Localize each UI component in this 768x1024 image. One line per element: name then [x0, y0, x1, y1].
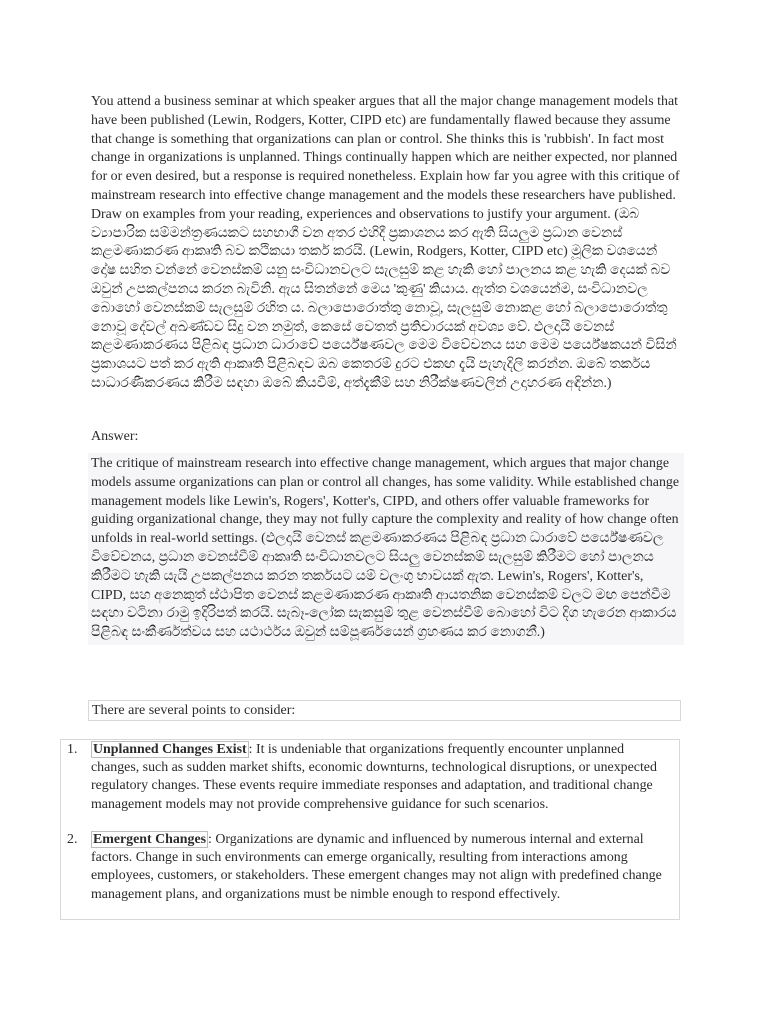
question-paragraph: You attend a business seminar at which speaker argues that all the major change management models that have been published (Lewin, Rodgers, Kotter, CIPD etc) are fundamentally flawed because they assume that change is something that organizations can plan or control. She thinks this is 'rubbish'. In fact most change in organizations is unplanned. Things continually happen which are neither expected, nor planned for or even desired, but a response is required nonetheless. Explain how far you agree with this critique of mainstream research into effective change management and the models these researchers have published. Draw on examples from your reading, experiences and observations to justify your argument. (ඔබ ව්‍යාපාරික සම්මන්ත්‍රණයකට සහභාගී වන අතර එහිදී ප්‍රකාශනය කර ඇති සියලුම ප්‍රධාන වෙනස් කළමණාකරණ ආකෘති බව කථිකයා තර්ක කරයි. (Lewin, Rodgers, Kotter, CIPD etc) මූලික වශයෙන් දෝෂ සහිත වන්නේ වෙනස්කම් යනු සංවිධානවලට සැලසුම් කළ හැකි හෝ පාලනය කළ හැකි දෙයක් බව ඔවුන් උපකල්පනය කරන බැවිනි. ඇය සිතන්නේ මෙය 'කුණු' කියාය. ඇත්ත වශයෙන්ම, සංවිධානවල බොහෝ වෙනස්කම් සැලසුම් රහිත ය. බලාපොරොත්තු නොවූ, සැලසුම් නොකළ හෝ බලාපොරොත්තු නොවූ දේවල් අඛණ්ඩව සිදු වන නමුත්, කෙසේ වෙතත් ප්‍රතිචාරයක් අවශ්‍ය වේ. ඵලදායි වෙනස් කළමණාකරණය පිළිබඳ ප්‍රධාන ධාරාවේ පර්යේෂණවල මෙම විවේචනය සහ මෙම පර්යේෂකයන් විසින් ප්‍රකාශයට පත් කර ඇති ආකෘති පිළිබඳව ඔබ කෙතරම් දුරට එකඟ දැයි පැහැදිලි කරන්න. ඔබේ තර්කය සාධාරණීකරණය කිරීම සඳහා ඔබේ කියවීම්, අත්දැකීම් සහ නිරීක්ෂණවලින් උදාහරණ අඳින්න.) [91, 94, 680, 391]
list-item-text: : It is undeniable that organizations frequently encounter unplanned changes, such as sudden market shifts, economic downturns, technological disruptions, or unexpected regulatory changes. These events require immediate responses and adaptation, and traditional change management models may not provide comprehensive guidance for such scenarios. [91, 742, 657, 812]
list-item-body [91, 741, 673, 814]
answer-label: Answer: [91, 429, 139, 444]
list-item-term: Emergent Changes [93, 832, 207, 847]
list-item-number: 2. [67, 832, 78, 847]
list-item-body [91, 831, 673, 904]
list-item-term: Unplanned Changes Exist [93, 742, 247, 757]
list-item-number: 1. [67, 742, 78, 757]
answer-paragraph: The critique of mainstream research into effective change management, which argues that major change models assume organizations can plan or control all changes, has some validity. While established change management models like Lewin's, Rogers', Kotter's, CIPD, and others offer valuable frameworks for guiding organizational change, they may not fully capture the complexity and reality of how change often unfolds in real-world settings. (ඵලදායි වෙනස් කළමණාකරණය පිළිබඳ ප්‍රධාන ධාරාවේ පර්යේෂණවල විවේචනය, ප්‍රධාන වෙනස්වීම් ආකෘති සංවිධානවලට සියලු වෙනස්කම් සැලසුම් කිරීමට හෝ පාලනය කිරීමට හැකි යැයි උපකල්පනය කරන තර්කයට යම් වලංගු භාවයක් ඇත. Lewin's, Rogers', Kotter's, CIPD, සහ අනෙකුත් ස්ථාපිත වෙනස් කළමණාකරණ ආකෘති ආයතනික වෙනස්කම් වලට මඟ පෙන්වීම සඳහා වටිනා රාමු ඉදිරිපත් කරයි. සැබෑ-ලෝක සැකසුම් තුළ වෙනස්වීම් බොහෝ විට දිග හැරෙන ආකාරය පිළිබඳ සංකීර්ණත්වය සහ යථාර්ථය ඔවුන් සම්පූර්ණයෙන් ග්‍රහණය කර නොගනී.) [88, 453, 684, 645]
points-intro: There are several points to consider: [88, 700, 681, 721]
points-list [60, 739, 680, 920]
list-item-text: : Organizations are dynamic and influenced by numerous internal and external factors. Change in such environments can emerge organically, resulting from interactions among employees, customers, or stakeholders. These emergent changes may not align with predefined change management plans, and organizations must be nimble enough to respond effectively. [91, 832, 662, 902]
